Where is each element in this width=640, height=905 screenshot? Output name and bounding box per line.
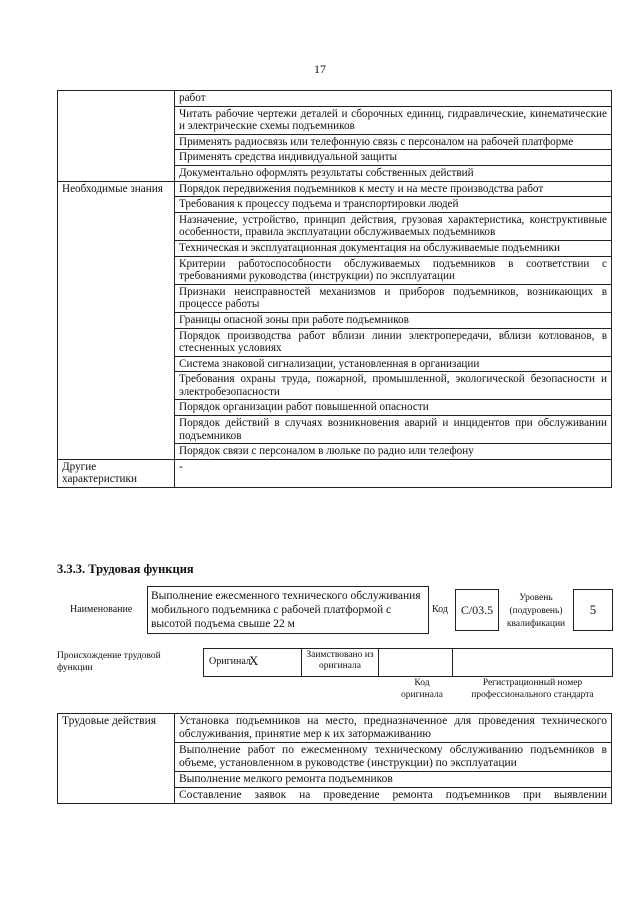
code-value: C/03.5 bbox=[460, 603, 494, 617]
origin-label: Происхождение трудовой функции bbox=[57, 651, 161, 673]
code-label: Код bbox=[432, 604, 448, 615]
code-box bbox=[455, 589, 499, 631]
knowledge-cell: Порядок связи с персоналом в люльке по радио или телефону bbox=[175, 444, 612, 460]
origin-divider bbox=[301, 648, 302, 676]
name-value: Выполнение ежесменного технического обслуживания мобильного подъемника с рабочей платформой с высотой подъема свыше 22 м bbox=[151, 590, 421, 630]
table-row bbox=[58, 91, 612, 107]
skills-label-cell bbox=[58, 91, 175, 182]
table-row bbox=[58, 459, 612, 487]
knowledge-cell: Границы опасной зоны при работе подъемников bbox=[175, 312, 612, 328]
name-label: Наименование bbox=[70, 604, 133, 615]
knowledge-cell: Требования к процессу подъема и транспортировки людей bbox=[175, 197, 612, 213]
knowledge-cell: Критерии работоспособности обслуживаемых подъемников в соответствии с требованиями руководства (инструкции) по эксплуатации bbox=[175, 256, 612, 284]
knowledge-cell: Порядок передвижения подъемников к месту и на месте производства работ bbox=[175, 181, 612, 197]
skill-cell: Читать рабочие чертежи деталей и сборочных единиц, гидравлические, кинематические и электрические схемы подъемников bbox=[175, 106, 612, 134]
skill-cell: работ bbox=[175, 91, 612, 107]
other-label: Другие характеристики bbox=[58, 459, 175, 487]
original-label: Оригинал bbox=[209, 656, 251, 667]
knowledge-cell: Требования охраны труда, пожарной, промышленной, экологической безопасности и электробезопасности bbox=[175, 372, 612, 400]
origin-divider bbox=[378, 648, 379, 676]
knowledge-cell: Порядок действий в случаях возникновения аварий и инцидентов при обслуживании подъемников bbox=[175, 416, 612, 444]
code-caption: Код оригинала bbox=[401, 678, 443, 700]
name-box bbox=[147, 586, 429, 634]
knowledge-cell: Назначение, устройство, принцип действия, грузовая характеристика, конструктивные особенности, правила эксплуатации обслуживаемых подъемников bbox=[175, 212, 612, 240]
skill-cell: Применять радиосвязь или телефонную связь с персоналом на рабочей платформе bbox=[175, 134, 612, 150]
origin-row bbox=[203, 648, 613, 677]
actions-label: Трудовые действия bbox=[58, 714, 175, 804]
level-value: 5 bbox=[589, 602, 597, 617]
table-row bbox=[58, 181, 612, 197]
origin-divider bbox=[452, 648, 453, 676]
reg-caption: Регистрационный номер профессионального стандарта bbox=[471, 678, 594, 700]
requirements-table bbox=[57, 90, 612, 488]
knowledge-label: Необходимые знания bbox=[58, 181, 175, 459]
knowledge-cell: Техническая и эксплуатационная документация на обслуживаемые подъемники bbox=[175, 240, 612, 256]
action-cell: Выполнение работ по ежесменному техническому обслуживанию подъемников в объеме, установленном в руководстве (инструкции) по эксплуатации bbox=[175, 743, 612, 772]
section-title: 3.3.3. Трудовая функция bbox=[57, 562, 194, 576]
skill-cell: Документально оформлять результаты собственных действий bbox=[175, 165, 612, 181]
knowledge-cell: Порядок организации работ повышенной опасности bbox=[175, 400, 612, 416]
table-row bbox=[58, 714, 612, 743]
page-number: 17 bbox=[314, 62, 326, 76]
knowledge-cell: Порядок производства работ вблизи линии электропередачи, вблизи котлованов, в стесненных условиях bbox=[175, 328, 612, 356]
level-box bbox=[573, 589, 613, 631]
other-value: - bbox=[175, 459, 612, 487]
action-cell: Выполнение мелкого ремонта подъемников bbox=[175, 772, 612, 788]
action-cell: Установка подъемников на место, предназначенное для проведения технического обслуживания, принятие мер к их затормаживанию bbox=[175, 714, 612, 743]
borrowed-label: Заимствовано из оригинала bbox=[306, 650, 374, 671]
level-label: Уровень (подуровень) квалификации bbox=[506, 593, 566, 629]
original-mark: X bbox=[249, 653, 259, 668]
actions-table bbox=[57, 713, 612, 804]
knowledge-cell: Система знаковой сигнализации, установленная в организации bbox=[175, 356, 612, 372]
action-cell: Составление заявок на проведение ремонта подъемников при выявлении bbox=[175, 788, 612, 804]
knowledge-cell: Признаки неисправностей механизмов и приборов подъемников, возникающих в процессе работы bbox=[175, 284, 612, 312]
skill-cell: Применять средства индивидуальной защиты bbox=[175, 150, 612, 166]
